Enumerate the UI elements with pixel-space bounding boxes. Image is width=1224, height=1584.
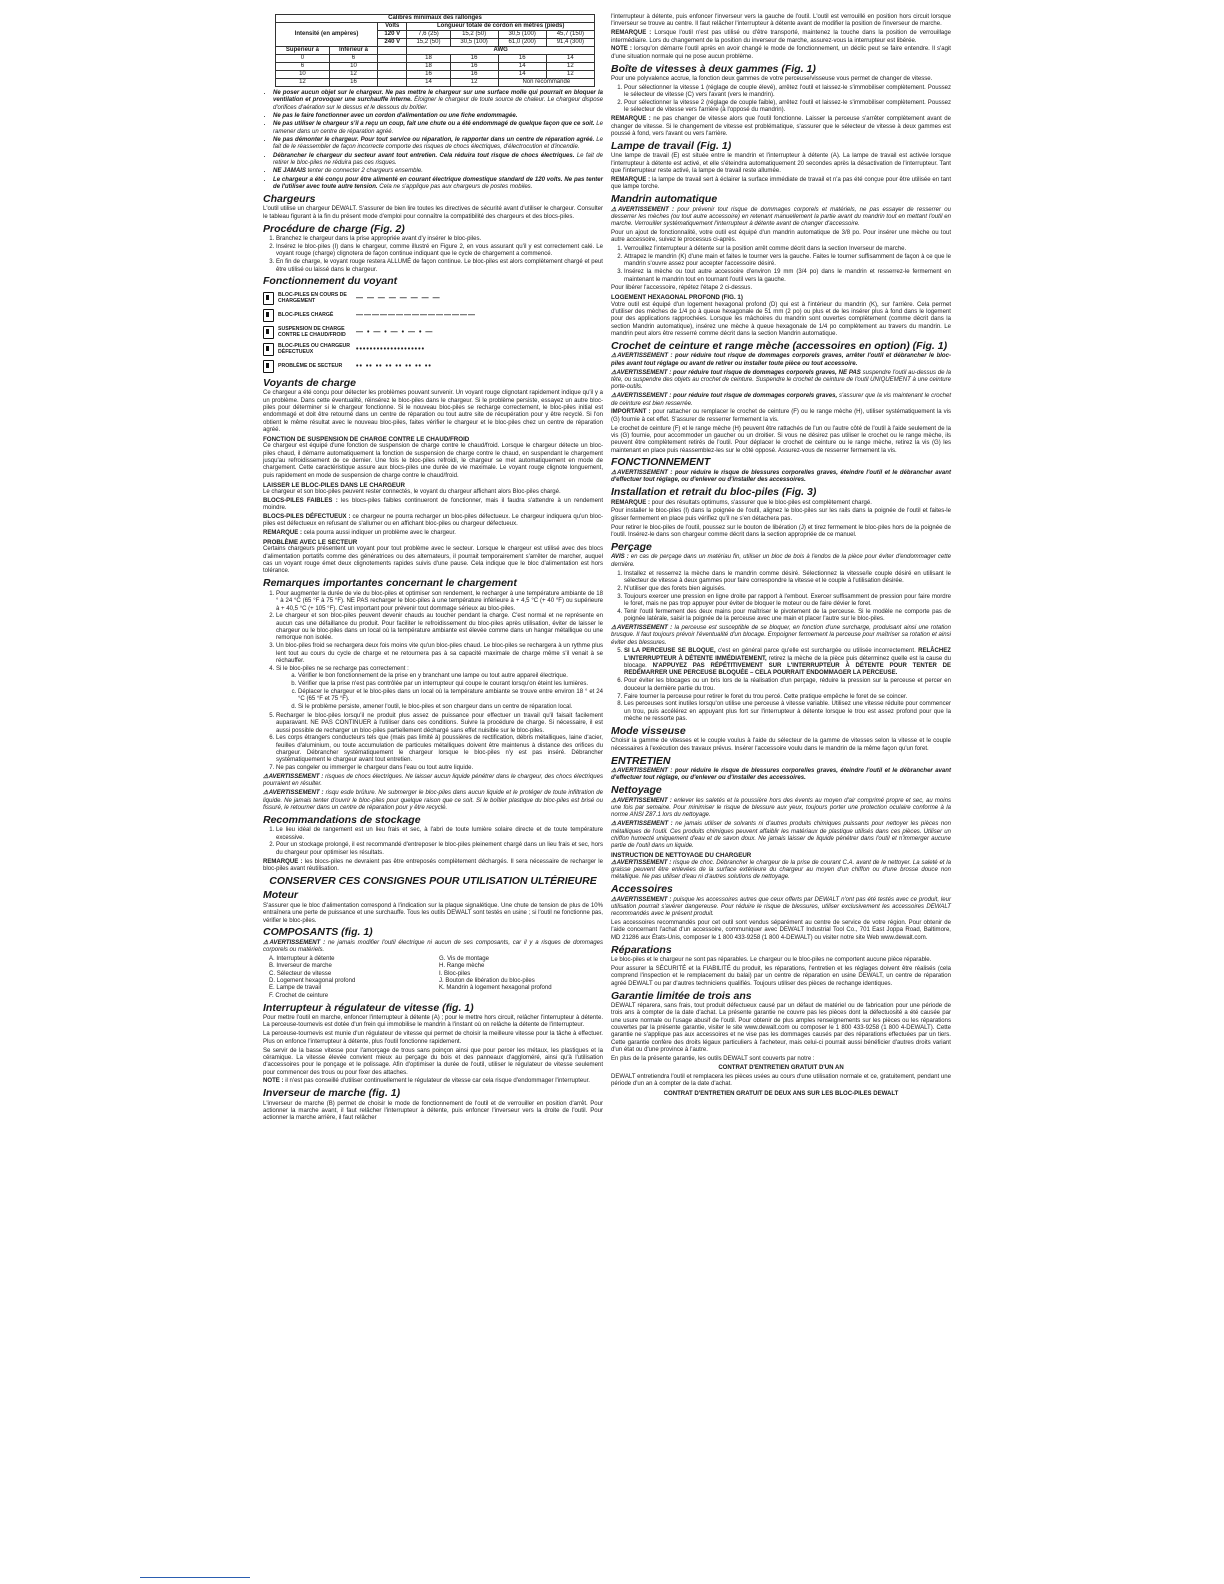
paragraph: S'assurer que le bloc d'alimentation correspond à l'indication sur la plaque signalétique. Une chute de tension de plus de 10% entraînera une perte de puissance et une surchauffe. Tous les outils DEWALT sont testés en usine ; si l'outil ne fonctionne pas, vérifier le bloc-piles. — [263, 902, 603, 924]
charge-procedure-list — [263, 236, 603, 274]
list-item: 1. Verrouillez l'interrupteur à détente sur la position arrêt comme décrit dans la section Inverseur de marche. — [624, 246, 951, 253]
section-heading: Mode visseuse — [611, 724, 686, 737]
list-item: J. Bouton de libération du bloc-piles — [439, 978, 535, 985]
list-item: 2. Pour sélectionner la vitesse 2 (réglage de couple faible), arrêtez l'outil et laissez-le s'immobiliser complètement. Poussez le sélecteur de vitesse vers l'arrière (à l'opposé du mandrin). — [624, 100, 951, 115]
table-cell: 45,7 (150) — [546, 31, 594, 39]
sub-list — [276, 673, 603, 711]
warning-paragraph: ⚠AVERTISSEMENT : pour réduire le risque de blessures corporelles graves, éteindre l'outil et le débrancher avant d'effectuer tout réglage, ou d'enlever ou d'installer des accessoires. — [611, 469, 951, 484]
list-item: A. Interrupteur à détente — [269, 956, 335, 963]
charging-notes-list — [263, 591, 603, 712]
list-item: 6. Les corps étrangers conducteurs tels que (mais pas limité à) poussières de rectification, débris métalliques, laine d'acier, feuilles d'aluminium, ou toute accumulation de particules métalliques doivent être maintenus à distance des orifices du chargeur. Débrancher systématiquement le chargeur lorsque le bloc-piles n'y est pas inséré. Débrancher systématiquement le chargeur avant tout entretien. — [276, 735, 603, 764]
warning-paragraph: ⚠AVERTISSEMENT : pour réduire le risque de blessures corporelles graves, éteindre l'outil et le débrancher avant d'effectuer tout réglage, ou d'enlever ou d'installer des accessoires. — [611, 768, 951, 782]
indicator-light-legend — [263, 290, 603, 375]
section-heading: Inverseur de marche (fig. 1) — [263, 1087, 401, 1100]
list-item: 1. Branchez le chargeur dans la prise appropriée avant d'y insérer le bloc-piles. — [276, 236, 603, 243]
paragraph: REMARQUE : cela pourra aussi indiquer un problème avec le chargeur. — [263, 530, 456, 537]
warning-paragraph: ⚠AVERTISSEMENT : ne jamais modifier l'outil électrique ni aucun de ses composants, car il y a risques de dommages corporels ou matériels. — [263, 939, 603, 954]
paragraph: Le crochet de ceinture (F) et le range mèche (H) peuvent être rattachés de l'un ou l'autre côté de l'outil à l'aide seulement de la vis (G) fournie, pour accommoder un gaucher ou un droitier. Si vous ne désirez pas utiliser le crochet ou le range mèche, ils peuvent être complètement retirés de l'outil. Pour déplacer le crochet de ceinture ou le range mèche, retirez la vis (G) les maintenant en place puis réassemblez-les sur le côté opposé. Assurez-vous de resserrer fermement la vis. — [611, 425, 951, 454]
section-heading: Fonctionnement du voyant — [263, 275, 398, 288]
contract-heading: CONTRAT D'ENTRETIEN GRATUIT D'UN AN — [718, 1065, 844, 1072]
led-row: BLOC-PILES OU CHARGEUR DÉFECTUEUX •••••••••••••••••••• — [263, 341, 603, 358]
paragraph: L'outil utilise un chargeur DEWALT. S'assurer de bien lire toutes les directives de sécurité avant d'utiliser le chargeur. Consulter le tableau figurant à la fin du présent mode d'emploi pour connaître la compatibilité des chargeurs et des blocs-piles. — [263, 206, 603, 220]
paragraph: Pour un ajout de fonctionnalité, votre outil est équipé d'un mandrin automatique de 3/8 po. Pour insérer une mèche ou tout autre accessoire, suivez le processus ci-après. — [611, 230, 951, 244]
section-heading: CONSERVER CES CONSIGNES POUR UTILISATION ULTÉRIEURE — [269, 875, 597, 888]
list-item: I. Bloc-piles — [439, 970, 471, 977]
paragraph: Pour libérer l'accessoire, répétez l'étape 2 ci-dessus. — [611, 285, 753, 292]
paragraph: IMPORTANT : pour rattacher ou remplacer le crochet de ceinture (F) ou le range mèche (H), utiliser systématiquement la vis (G) fournie à cet effet. S'assurer de resserrer fermement la vis. — [611, 409, 951, 423]
section-heading: Crochet de ceinture et range mèche (accessoires en option) (Fig. 1) — [611, 339, 948, 352]
warning-icon: ⚠ — [611, 821, 618, 828]
table-row: 6 10 18 16 14 12 — [276, 63, 595, 71]
list-item: E. Lampe de travail — [269, 985, 322, 992]
led-pattern: •••••••••••••••••••• — [356, 345, 426, 353]
list-item: 1. Pour sélectionner la vitesse 1 (réglage de couple élevé), arrêtez l'outil et laissez-le s'immobiliser complètement. Poussez le sélecteur de vitesse (C) vers l'avant (vers le mandrin). — [624, 85, 951, 100]
paragraph: Se servir de la basse vitesse pour l'amorçage de trous sans poinçon ainsi que pour percer les métaux, les plastiques et la céramique. La vitesse élevée convient mieux au perçage du bois et des panneaux d'aggloméré, ainsi qu'à l'utilisation d'accessoires pour le ponçage et le polissage. Afin d'optimiser la durée de l'outil, utiliser le régulateur de vitesse seulement pour commencer des trous ou pour fixer des attaches. — [263, 1047, 603, 1076]
list-item: • NE JAMAIS tenter de connecter 2 chargeurs ensemble. — [273, 168, 603, 175]
list-item — [439, 993, 603, 1000]
section-heading: Réparations — [611, 943, 672, 956]
list-item: 2. Insérez le bloc-piles (I) dans le chargeur, comme illustré en Figure 2, en vous assurant qu'il y est correctement calé. Le voyant rouge (charge) clignotera de façon continue indiquant que le cycle de chargement a commencé. — [276, 244, 603, 259]
section-heading: Nettoyage — [611, 784, 662, 797]
section-heading: COMPOSANTS (fig. 1) — [263, 926, 373, 939]
section-heading: Garantie limitée de trois ans — [611, 989, 752, 1002]
components-list — [263, 956, 603, 1000]
table-cell: 30,5 (100) — [450, 39, 498, 47]
list-item: • Ne pas utiliser le chargeur s'il a reçu un coup, fait une chute ou a été endommagé de quelque façon que ce soit. Le ramener dans un centre de réparation agréé. — [273, 121, 603, 136]
warning-paragraph: ⚠AVERTISSEMENT : pour prévenir tout risque de dommages corporels et matériels, ne pas essayer de resserrer ou desserrer les mèches (ou tout autre accessoire) en retenant manuellement la partie avant du mandrin tout en mettant l'outil en marche. Verrouiller systématiquement l'interrupteur à détente avant de changer d'accessoire. — [611, 206, 952, 228]
table-cell: 7,6 (25) — [407, 31, 450, 39]
plug-icon — [263, 360, 274, 373]
list-item: 6. Pour éviter les blocages ou un bris lors de la réalisation d'un perçage, réduire la pression sur la perceuse et percer en douceur la dernière partie du trou. — [624, 678, 951, 693]
inf-label: Inférieur à — [329, 47, 377, 55]
paragraph: Pour retirer le bloc-piles de l'outil, poussez sur le bouton de libération (J) et tirez fermement le bloc-piles hors de la poignée de l'outil. Insérez-le dans son chargeur comme décrit dans la section appropriée de ce manuel. — [611, 524, 951, 538]
paragraph: AVIS : en cas de perçage dans un matériau fin, utiliser un bloc de bois à l'endos de la pièce pour éviter d'endommager cette dernière. — [611, 554, 952, 568]
page-edge-line — [140, 1577, 250, 1578]
section-heading: Recommandations de stockage — [263, 813, 421, 826]
list-item: C. Sélecteur de vitesse — [269, 970, 332, 977]
section-heading: Moteur — [263, 889, 298, 902]
warning-icon: ⚠ — [611, 859, 617, 866]
paragraph: BLOCS-PILES FAIBLES : les blocs-piles faibles continueront de fonctionner, mais il faudra s'attendre à un rendement moindre. — [263, 497, 604, 512]
section-heading: Mandrin automatique — [611, 193, 718, 206]
table-row: 12 16 14 12 Non recommandé — [276, 79, 595, 87]
drilling-list — [611, 571, 951, 624]
length-label: Longueur totale de cordon en mètres (pieds) — [407, 23, 595, 31]
list-item: 3. En fin de charge, le voyant rouge restera ALLUMÉ de façon continue. Le bloc-piles est alors complètement chargé et peut être utilisé ou laissé dans le chargeur. — [276, 259, 603, 274]
list-item: K. Mandrin à logement hexagonal profond — [439, 985, 552, 992]
list-item: H. Range mèche — [439, 963, 485, 970]
paragraph: L'inverseur de marche (B) permet de choisir le mode de fonctionnement de l'outil et de verrouiller en position d'arrêt. Pour actionner la marche avant, il faut relâcher l'interrupteur à détente, puis enfoncer l'inverseur vers la droite de l'outil. Pour actionner la marche arrière, il faut relâcher — [263, 1100, 603, 1122]
paragraph: NOTE : lorsqu'on démarre l'outil après en avoir changé le mode de fonctionnement, un déclic peut se faire entendre. Il s'agit d'une situation normale qui ne pose aucun problème. — [611, 46, 951, 60]
battery-defect-icon — [263, 343, 274, 356]
warning-paragraph: ⚠AVERTISSEMENT : risqu esde brûlure. Ne submerger le bloc-piles dans aucun liquide et le protéger de toute infiltration de liquide. Ne jamais tenter d'ouvrir le bloc-piles pour quelque raison que ce soit. Si le boîtier plastique du bloc-piles est brisé ou fissuré, le retourner dans un centre de réparation pour y être recyclé. — [263, 790, 603, 811]
section-heading: FONCTIONNEMENT — [611, 456, 711, 469]
list-item: 2. Le chargeur et son bloc-piles peuvent devenir chauds au toucher pendant la charge. C'est normal et ne représente en aucun cas une défaillance du produit. Pour faciliter le refroidissement du bloc-piles après utilisation, éviter de laisser le chargeur ou le bloc-piles dans un local où la température ambiante est élevée comme dans un hangar métallique ou une remorque non isolée. — [276, 613, 603, 642]
list-item: • Ne poser aucun objet sur le chargeur. Ne pas mettre le chargeur sur une surface molle qui pourrait en bloquer la ventilation et provoquer une surchauffe interne. Éloigner le chargeur de toute source de chaleur. Le chargeur dispose d'orifices d'aération sur le dessus et le dessous du boîtier. — [273, 90, 603, 112]
list-item: 3. Insérez la mèche ou tout autre accessoire d'environ 19 mm (3/4 po) dans le mandrin et resserrez-le fermement en maintenant le mandrin tout en tournant l'outil vers la gauche. — [624, 269, 951, 284]
awg-label: AWG — [407, 47, 595, 55]
list-item: 1. Installez et resserrez la mèche dans le mandrin comme désiré. Sélectionnez la vitesse/le couple désiré en utilisant le sélecteur de vitesse à deux gammes pour faire correspondre la vitesse et le couple à l'utilisation désirée. — [624, 571, 951, 586]
paragraph: REMARQUE : ne pas changer de vitesse alors que l'outil fonctionne. Laisser la perceuse s'arrêter complètement avant de changer de vitesse. Si le changement de vitesse est problématique, s'assurer que le sélecteur de vitesse à deux gammes est poussé à fond, vers l'avant ou vers l'arrière. — [611, 116, 951, 137]
list-item: 4. Tenir l'outil fermement des deux mains pour maîtriser le pivotement de la perceuse. Si le modèle ne comporte pas de poignée latérale, saisir la poignée de la perceuse avec une main et placer l'autre sur le bloc-piles. — [624, 609, 951, 624]
paragraph: La perceuse-tournevis est munie d'un régulateur de vitesse qui permet de choisir la meilleure vitesse pour la tâche à effectuer. Plus on enfonce l'interrupteur à détente, plus l'outil fonctionne rapidement. — [263, 1031, 603, 1045]
list-item: 2. Attrapez le mandrin (K) d'une main et faites le tourner vers la gauche. Faites le tourner suffisamment de façon à ce que le mandrin s'ouvre assez pour accepter l'accessoire désiré. — [624, 254, 951, 269]
warning-icon: ⚠ — [611, 624, 618, 631]
intensity-label: Intensité (en ampères) — [276, 23, 378, 47]
warning-icon: ⚠ — [263, 939, 270, 946]
battery-icon — [263, 292, 274, 305]
charging-notes-list-cont — [263, 713, 603, 773]
list-item: D. Logement hexagonal profond — [269, 978, 356, 985]
paragraph: DEWALT réparera, sans frais, tout produit défectueux causé par un défaut de matériel ou de fabrication pour une période de trois ans à compter de la date d'achat. La présente garantie ne couvre pas les pièces dont la défectuosité a été causée par une usure normale ou l'usage abusif de l'outil. Pour obtenir de plus amples renseignements sur les pièces ou les réparations couvertes par la présente garantie, visiter le site www.dewalt.com ou composer le 1 800 433-9258 (1 800 4-DEWALT). Cette garantie ne s'applique pas aux accessoires et ne vise pas les dommages causés par des réparations effectuées par un tiers. Cette garantie confère des droits légaux particuliers à l'acheteur, mais celui-ci pourrait aussi bénéficier d'autres droits variant d'un état ou d'une province à l'autre. — [611, 1003, 951, 1054]
table-row: 10 12 16 16 14 12 — [276, 71, 595, 79]
list-item: 2. N'utiliser que des forets bien aiguisés. — [624, 586, 951, 593]
battery-full-icon — [263, 309, 274, 322]
warning-icon: ⚠ — [611, 206, 618, 213]
warning-icon: ⚠ — [611, 369, 617, 376]
warning-icon: ⚠ — [611, 797, 617, 804]
table-row: 0 6 18 16 16 14 — [276, 55, 595, 63]
table-cell: 30,5 (100) — [498, 31, 546, 39]
led-row: BLOC-PILES CHARGÉ ——————————————— — [263, 307, 603, 324]
paragraph: Les accessoires recommandés pour cet outil sont vendus séparément au centre de service de votre région. Pour obtenir de l'aide concernant l'achat d'un accessoire, communiquer avec DEWALT Industrial Tool Co., 701 East Joppa Road, Baltimore, MD 21286 aux États-Unis, composer le 1 800 433-9258 (1 800 4-DEWALT) ou visiter notre site Web www.dewalt.com. — [611, 920, 951, 941]
list-item: 1. Pour augmenter la durée de vie du bloc-piles et optimiser son rendement, le recharger à une température ambiante de 18 ° à 24 °C (65 °F à 75 °F). NE PAS recharger le bloc-piles à une température inférieure à + 4,5 °C (+ 40 °F) ou supérieure à + 40,5 °C (+ 105 °F). C'est important pour prévenir tout dommage sérieux au bloc-piles. — [276, 591, 603, 613]
section-heading: Installation et retrait du bloc-piles (Fig. 3) — [611, 486, 817, 499]
subsection-heading: FONCTION DE SUSPENSION DE CHARGE CONTRE LE CHAUD/FROID — [263, 435, 470, 443]
subsection-heading: LAISSER LE BLOC-PILES DANS LE CHARGEUR — [263, 481, 405, 489]
list-item: c. Déplacer le chargeur et le bloc-piles dans un local où la température ambiante se trouve entre environ 18 ° et 24 °C (65 °F et 75 °F). — [298, 689, 603, 704]
list-item: G. Vis de montage — [439, 956, 489, 963]
subsection-heading: LOGEMENT HEXAGONAL PROFOND (FIG. 1) — [611, 294, 743, 302]
list-item: 2. Pour un stockage prolongé, il est recommandé d'entreposer le bloc-piles pleinement chargé dans un lieu frais et sec, hors du chargeur pour optimiser les résultats. — [276, 842, 603, 857]
warning-paragraph: ⚠AVERTISSEMENT : ne jamais utiliser de solvants ni d'autres produits chimiques puissants pour nettoyer les pièces non métalliques de l'outil. Ces produits chimiques peuvent affaiblir les matériaux de plastique utilisés dans ces pièces. Utiliser un chiffon humecté uniquement d'eau et de savon doux. Ne jamais laisser de liquide pénétrer dans l'outil et n'immerger aucune partie de l'outil dans un liquide. — [611, 821, 951, 850]
charger-safety-list — [263, 90, 603, 191]
list-item: 4. Si le bloc-piles ne se recharge pas correctement : a. Vérifier le bon fonctionnement de la prise en y branchant une lampe ou tout autre appareil électrique. b. Vérifier que la prise n'est pas contrôlée par un interrupteur qui coupe le courant lorsqu'on éteint les lumières. c. Déplacer le chargeur et le bloc-piles dans un local où la température ambiante se trouve entre environ 18 ° et 24 °C (65 °F et 75 °F). d. Si le problème persiste, amener l'outil, le bloc-piles et son chargeur dans un centre de réparation local. — [276, 666, 603, 712]
led-pattern: — — — — — — — — — [356, 294, 441, 302]
sup-label: Supérieur à — [276, 47, 330, 55]
warning-paragraph: ⚠AVERTISSEMENT : pour réduire tout risque de dommages corporels graves, arrêter l'outil et débrancher le bloc-piles avant tout réglage ou avant de retirer ou installer toute pièce ou tout accessoire. — [611, 353, 952, 367]
section-heading: Procédure de charge (Fig. 2) — [263, 222, 405, 235]
section-heading: Remarques importantes concernant le chargement — [263, 577, 517, 590]
table-title: Calibres minimaux des rallonges — [276, 15, 595, 23]
led-pattern: •• •• •• •• •• •• •• •• — [356, 362, 432, 370]
paragraph: Le bloc-piles et le chargeur ne sont pas réparables. Le chargeur ou le bloc-piles ne comportent aucune pièce réparable. — [611, 957, 932, 964]
section-heading: Accessoires — [611, 883, 673, 896]
section-heading: Chargeurs — [263, 192, 316, 205]
gearbox-list — [611, 85, 951, 115]
list-item: 5. SI LA PERCEUSE SE BLOQUE, c'est en général parce qu'elle est surchargée ou utilisée incorrectement. RELÂCHEZ L'INTERRUPTEUR À DÉTENTE IMMÉDIATEMENT, retirez la mèche de la pièce puis déterminez quelle est la cause du blocage. N'APPUYEZ PAS RÉPÉTITIVEMENT SUR L'INTERRUPTEUR À DÉTENTE POUR TENTER DE REDÉMARRER UNE PERCEUSE BLOQUÉE – CELA POURRAIT ENDOMMAGER LA PERCEUSE. — [624, 648, 951, 677]
subsection-heading: INSTRUCTION DE NETTOYAGE DU CHARGEUR — [611, 852, 752, 860]
table-cell: 15,2 (50) — [407, 39, 450, 47]
warning-icon: ⚠ — [263, 774, 269, 781]
storage-list — [263, 827, 603, 857]
list-item: 5. Recharger le bloc-piles lorsqu'il ne produit plus assez de puissance pour effectuer un travail qu'il faisait facilement auparavant. NE PAS CONTINUER à l'utiliser dans ces conditions. Suivre la procédure de charge. Si nécessaire, il est aussi possible de recharger un bloc-piles partiellement déchargé sans effet nuisible sur le bloc-piles. — [276, 713, 603, 735]
paragraph: Votre outil est équipé d'un logement hexagonal profond (D) qui est à l'intérieur du mandrin (K), sur l'arrière. Cela permet d'utiliser des mèches de 1/4 po à queue hexagonale de 51 mm (2 po) ou plus et de les insérer plus à fond dans le logement pour des applications rapprochées. Lorsque les mâchoires du mandrin sont ouvertes complètement (comme décrit dans la section Mandrin automatique), insérez une mèche à queue hexagonale de 1/4 po complètement au travers du mandrin. Le mandrin peut alors être resserré comme décrit dans la section Mandrin automatique. — [611, 301, 951, 338]
led-row: BLOC-PILES EN COURS DE CHARGEMENT — — — — — — — — — [263, 290, 603, 307]
table-cell: 15,2 (50) — [450, 31, 498, 39]
warning-icon: ⚠ — [611, 768, 618, 775]
list-item: b. Vérifier que la prise n'est pas contrôlée par un interrupteur qui coupe le courant lorsqu'on éteint les lumières. — [298, 681, 603, 688]
paragraph: l'interrupteur à détente, puis enfoncer l'inverseur vers la gauche de l'outil. L'outil est verrouillé en position hors circuit lorsque l'inverseur se trouve au centre. Il faut relâcher l'interrupteur à détente avant de modifier la position de l'inverseur de marche. — [611, 14, 951, 28]
warning-icon: ⚠ — [611, 469, 618, 476]
paragraph: REMARQUE : Lorsque l'outil n'est pas utilisé ou d'être transporté, maintenez la touche dans la position de verrouillage intermédiaire. Lors du changement de la position du inverseur de marche, assurez-vous la interrupteur est libérée. — [611, 30, 951, 44]
paragraph: Une lampe de travail (E) est située entre le mandrin et l'interrupteur à détente (A). La lampe de travail est activée lorsque l'interrupteur à détente est activé, et elle s'éteindra automatiquement 20 secondes après la désactivation de l'interrupteur. Tant que l'interrupteur reste activé, la lampe de travail reste allumée. — [611, 153, 951, 174]
paragraph: REMARQUE : la lampe de travail sert à éclairer la surface immédiate de travail et n'a pas été conçue pour être utilisée en tant que lampe torche. — [611, 176, 952, 191]
section-heading: ENTRETIEN — [611, 754, 671, 767]
list-item: • Ne pas démonter le chargeur. Pour tout service ou réparation, le rapporter dans un centre de réparation agréé. Le fait de le réassembler de façon incorrecte comporte des risques de chocs électriques, d'électrocution et d'incendie. — [273, 137, 603, 152]
list-item: 7. Ne pas congeler ou immerger le chargeur dans l'eau ou tout autre liquide. — [276, 765, 603, 772]
warning-paragraph: ⚠AVERTISSEMENT : pour réduire tout risque de dommages corporels graves, s'assurer que la vis maintenant le crochet de ceinture est bien resserrée. — [611, 393, 951, 407]
right-column — [611, 14, 951, 1100]
paragraph: REMARQUE : les blocs-piles ne devraient pas être entreposés complètement déchargés. Il sera nécessaire de recharger le bloc-piles avant réutilisation. — [263, 858, 603, 872]
led-pattern: — • — • — • — • — — [356, 328, 434, 336]
warning-paragraph: ⚠AVERTISSEMENT : pour réduire tout risque de dommages corporels graves, NE PAS suspendre l'outil au-dessus de la tête, ou suspendre des objets au crochet de ceinture. Suspendre le crochet de ceinture de l'outil UNIQUEMENT à une ceinture porte-outils. — [611, 369, 952, 391]
v120-label: 120 V — [378, 31, 407, 39]
list-item: • Ne pas le faire fonctionner avec un cordon d'alimentation ou une fiche endommagée. — [273, 113, 603, 120]
warning-icon: ⚠ — [611, 393, 617, 400]
list-item: 8. Les perceuses sont inutiles lorsqu'on utilise une perceuse à vitesse variable. Utilisez une vitesse réduite pour commencer un trou, puis accélérez en appuyant plus fort sur l'interrupteur à détente lorsque le trou est assez profond pour que la mèche ne ressorte pas. — [624, 701, 951, 723]
contract-heading: CONTRAT D'ENTRETIEN GRATUIT DE DEUX ANS SUR LES BLOC-PILES DEWALT — [663, 1090, 899, 1097]
led-row: PROBLÈME DE SECTEUR •• •• •• •• •• •• •• •• — [263, 358, 603, 375]
warning-paragraph: ⚠AVERTISSEMENT : la perceuse est susceptible de se bloquer, en fonction d'une surcharge, produisant ainsi une rotation brusque. Il faut toujours prévoir l'éventualité d'un blocage. Empoigner fermement la perceuse pour maîtriser sa rotation et ainsi éviter des blessures. — [611, 624, 952, 646]
section-heading: Perçage — [611, 540, 652, 553]
list-item: 7. Faire tourner la perceuse pour retirer le foret du trou percé. Cette pratique empêche le foret de se coincer. — [624, 694, 951, 701]
left-column — [263, 14, 603, 1124]
thermometer-icon — [263, 326, 274, 339]
table-cell: 61,0 (200) — [498, 39, 546, 47]
extension-cord-table — [275, 14, 595, 87]
paragraph: Choisir la gamme de vitesses et le couple voulus à l'aide du sélecteur de la gamme de vitesses selon la vitesse et le couple nécessaires à l'exécution des travaux prévus. Insérer l'accessoire voulu dans le mandrin de la même façon qu'un foret. — [611, 738, 951, 752]
table-cell: 91,4 (300) — [546, 39, 594, 47]
chuck-list — [611, 246, 951, 284]
list-item: 3. Un bloc-piles froid se rechargera deux fois moins vite qu'un bloc-piles chaud. Le bloc-piles se rechargera à un rythme plus lent tout au cours du cycle de charge et ne retournera pas à sa capacité maximale de charge même s'il venait à se réchauffer. — [276, 643, 603, 665]
list-item: • Débrancher le chargeur du secteur avant tout entretien. Cela réduira tout risque de chocs électriques. Le fait de retirer le bloc-piles ne réduira pas ces risques. — [273, 153, 603, 168]
list-item: a. Vérifier le bon fonctionnement de la prise en y branchant une lampe ou tout autre appareil électrique. — [298, 673, 603, 680]
volts-label: Volts — [378, 23, 407, 31]
paragraph: NOTE : il n'est pas conseillé d'utiliser continuellement le régulateur de vitesse car cela risque d'endommager l'interrupteur. — [263, 1078, 590, 1085]
paragraph: Pour assurer la SÉCURITÉ et la FIABILITÉ du produit, les réparations, l'entretien et les réglages doivent être réalisés (cela comprend l'inspection et le remplacement du balai) par un centre de réparation en usine DEWALT, un centre de réparation agréé DEWALT ou par d'autres techniciens qualifiés. Toujours utiliser des pièces de rechange identiques. — [611, 966, 951, 987]
paragraph: Pour installer le bloc-piles (I) dans la poignée de l'outil, alignez le bloc-piles sur les rails dans la poignée de l'outil et faites-le glisser fermement en place puis vérifiez qu'il ne s'en détachera pas. — [611, 508, 951, 522]
list-item: B. Inverseur de marche — [269, 963, 332, 970]
led-pattern: ——————————————— — [356, 311, 476, 319]
paragraph: REMARQUE : pour des résultats optimums, s'assurer que le bloc-piles est complètement chargé. — [611, 499, 872, 506]
led-row: SUSPENSION DE CHARGE CONTRE LE CHAUD/FROID — • — • — • — • — — [263, 324, 603, 341]
warning-paragraph: ⚠AVERTISSEMENT : risques de chocs électriques. Ne laisser aucun liquide pénétrer dans le chargeur, des chocs électriques pourraient en résulter. — [263, 774, 603, 788]
paragraph: Pour mettre l'outil en marche, enfoncer l'interrupteur à détente (A) ; pour le mettre hors circuit, relâcher l'interrupteur à détente. La perceuse-tournevis est dotée d'un frein qui immobilise le mandrin à l'instant où on relâche la détente de l'interrupteur. — [263, 1015, 603, 1029]
paragraph: Le chargeur et son bloc-piles peuvent rester connectés, le voyant du chargeur affichant alors Bloc-piles chargé. — [263, 488, 561, 495]
warning-paragraph: ⚠AVERTISSEMENT : puisque les accessoires autres que ceux offerts par DEWALT n'ont pas été testés avec ce produit, leur utilisation pourrait s'avérer dangereuse. Pour réduire le risque de blessures, utiliser exclusivement les accessoires DEWALT recommandés avec le présent produit. — [611, 896, 951, 918]
paragraph: Pour une polyvalence accrue, la fonction deux gammes de votre perceuse/visseuse vous permet de changer de vitesse. — [611, 76, 933, 83]
list-item: • Le chargeur a été conçu pour être alimenté en courant électrique domestique standard de 120 volts. Ne pas tenter de l'utiliser avec toute autre tension. Cela ne s'applique pas aux chargeurs de postes mobiles. — [273, 177, 603, 192]
subsection-heading: PROBLÈME AVEC LE SECTEUR — [263, 539, 358, 547]
warning-icon: ⚠ — [611, 896, 617, 903]
paragraph: Ce chargeur est équipé d'une fonction de suspension de charge contre le chaud/froid. Lorsque le chargeur détecte un bloc-piles chaud, il démarre automatiquement la fonction de suspension de charge contre le chaud, en suspendant le chargement jusqu'au refroidissement de ce dernier. Une fois le bloc-piles refroidi, le chargeur se met automatiquement en mode de chargement. Cette caractéristique assure aux blocs-piles une durée de vie maximale. Le voyant rouge clignote longuement, puis rapidement en mode de suspension de charge contre le chaud/froid. — [263, 443, 603, 479]
section-heading: Interrupteur à régulateur de vitesse (fig. 1) — [263, 1001, 474, 1014]
list-item: F. Crochet de ceinture — [269, 992, 329, 999]
paragraph: BLOCS-PILES DÉFECTUEUX : ce chargeur ne pourra recharger un bloc-piles défectueux. Le chargeur indiquera qu'un bloc-piles est défectueux en refusant de s'allumer ou en affichant bloc-piles ou chargeur défectueux. — [263, 514, 603, 528]
paragraph: DEWALT entretiendra l'outil et remplacera les pièces usées au cours d'une utilisation normale et ce, gratuitement, pendant une période d'un an à compter de la date d'achat. — [611, 1074, 951, 1088]
warning-icon: ⚠ — [611, 353, 618, 360]
v240-label: 240 V — [378, 39, 407, 47]
warning-paragraph: ⚠AVERTISSEMENT : risque de choc. Débrancher le chargeur de la prise de courant C.A. avant de le nettoyer. La saleté et la graisse peuvent être enlevées de la surface extérieure du chargeur au moyen d'un chiffon ou d'une brosse douce non métallique. Ne pas utiliser d'eau ni d'autres solutions de nettoyage. — [611, 859, 952, 881]
warning-icon: ⚠ — [263, 790, 269, 797]
section-heading: Lampe de travail (Fig. 1) — [611, 139, 732, 152]
list-item: 3. Toujours exercer une pression en ligne droite par rapport à l'embout. Exercer suffisamment de pression pour faire mordre le foret, mais ne pas trop appuyer pour éviter de bloquer le moteur ou de faire dévier le foret. — [624, 594, 951, 609]
section-heading: Voyants de charge — [263, 376, 356, 389]
list-item: 1. Le lieu idéal de rangement est un lieu frais et sec, à l'abri de toute lumière solaire directe et de toute température excessive. — [276, 827, 603, 842]
list-item: d. Si le problème persiste, amener l'outil, le bloc-piles et son chargeur dans un centre de réparation local. — [298, 704, 603, 711]
paragraph: Ce chargeur a été conçu pour détecter les problèmes pouvant survenir. Un voyant rouge clignotant rapidement indique qu'il y a un problème. Dans cette éventualité, réinsérez le bloc-piles dans le chargeur. Si le problème persiste, essayez un autre bloc-piles pour déterminer si le chargeur fonctionne. Si le nouveau bloc-piles se recharge correctement, le bloc-piles initial est endommagé et doit être retourné dans un centre de réparation ou tout autre site de récupération pour y être recyclé. Si l'on obtient le même résultat avec le nouveau bloc-piles, faites vérifier le chargeur et le bloc-piles chez un centre de réparation agréé. — [263, 390, 603, 434]
drilling-list-cont — [611, 648, 951, 723]
warning-paragraph: ⚠AVERTISSEMENT : enlever les saletés et la poussière hors des évents au moyen d'air comprimé propre et sec, au moins une fois par semaine. Pour minimiser le risque de blessure aux yeux, toujours porter une protection oculaire conforme à la norme ANSI Z87.1 lors du nettoyage. — [611, 797, 952, 819]
paragraph: En plus de la présente garantie, les outils DEWALT sont couverts par notre : — [611, 1055, 815, 1062]
section-heading: Boîte de vitesses à deux gammes (Fig. 1) — [611, 62, 816, 75]
paragraph: Certains chargeurs présentent un voyant pour tout problème avec le secteur. Lorsque le chargeur est utilisé avec des blocs d'alimentation portatifs comme des génératrices ou des alternateurs, il pourrait temporairement s'arrêter de marcher, auquel cas un voyant rouge émet deux clignotements rapides suivis d'une pause. Cela indique que le bloc d'alimentation est hors tolérance. — [263, 546, 603, 575]
